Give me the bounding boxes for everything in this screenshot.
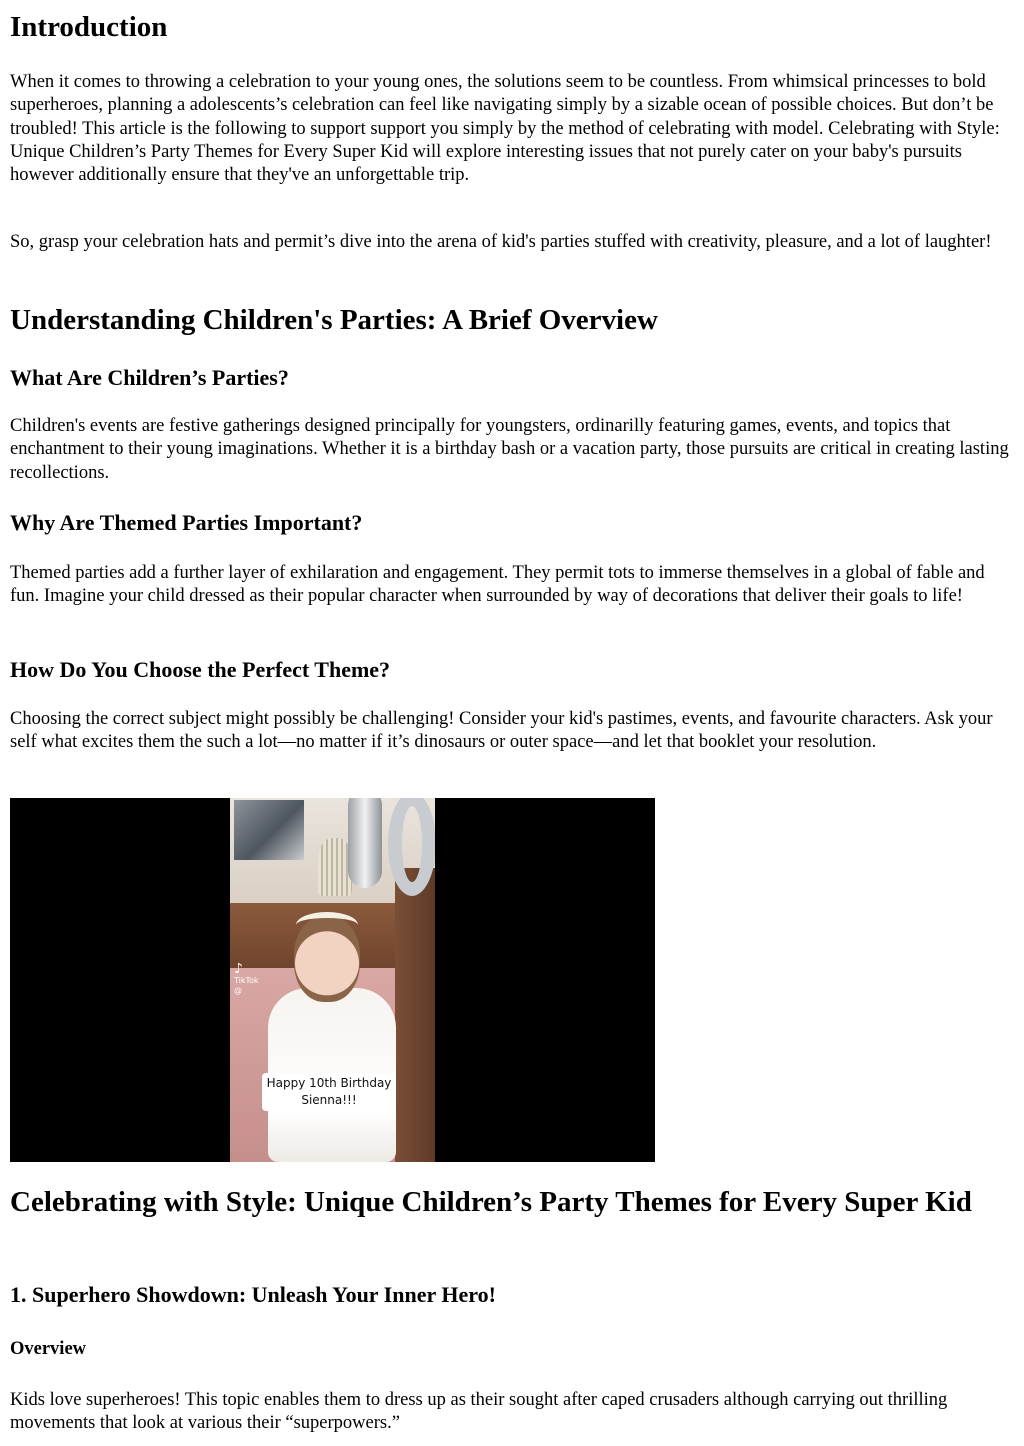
balloon-zero [388,798,435,896]
intro-heading: Introduction [10,11,168,43]
pearl-headband [296,912,358,938]
intro-paragraph-1: When it comes to throwing a celebration to your young ones, the solutions seem to be countless. From whimsical princesses to bold superheroes, planning a adolescents’s celebration can feel like navigating simply by a sizable ocean of possible choices. But don’t be troubled! This article is the following to support support you simply by the method of celebrating with model. Celebrating with Style: Unique Children’s Party Themes for Every Super Kid will explore interesting issues that not purely cater on your baby's pursuits however additionally ensure that they've an unforgettable trip. [10,72,1000,186]
rattan-lamp [318,838,352,896]
caption-line-1: Happy 10th Birthday [266,1076,392,1090]
tiktok-logo-icon: ♪ [234,961,243,977]
why-themed-heading: Why Are Themed Parties Important? [10,510,363,535]
embedded-video[interactable] [10,798,655,1162]
superhero-overview-text: Kids love superheroes! This topic enables them to dress up as their sought after caped crusaders although carrying out thrilling movements that look at various their “superpowers.” [10,1390,948,1434]
balloon-one [348,798,382,888]
what-are-parties-text: Children's events are festive gatherings designed principally for youngsters, ordinarilly featuring games, events, and topics that enchantment to their young imaginations. Whether it is a birthday bash or a vacation party, those pursuits are critical in creating lasting recollections. [10,416,1009,483]
choose-theme-heading: How Do You Choose the Perfect Theme? [10,657,391,682]
caption-line-2: Sienna!!! [301,1093,357,1107]
video-caption [262,1073,396,1111]
celebrating-heading: Celebrating with Style: Unique Children’s Party Themes for Every Super Kid [10,1186,972,1218]
intro-paragraph-2: So, grasp your celebration hats and permit’s dive into the arena of kid's parties stuffed with creativity, pleasure, and a lot of laughter! [10,232,992,252]
choose-theme-text: Choosing the correct subject might possibly be challenging! Consider your kid's pastimes, events, and favourite characters. Ask your self what excites them the such a lot—no matter if it’s dinosaurs or outer space—and let that booklet your resolution. [10,709,993,753]
tiktok-handle: @ [234,986,242,995]
tiktok-watermark [234,962,259,996]
wall-painting [234,800,304,860]
superhero-heading: 1. Superhero Showdown: Unleash Your Inner Hero! [10,1282,496,1307]
wooden-door [395,868,435,1162]
understanding-heading: Understanding Children's Parties: A Brief Overview [10,304,658,336]
overview-heading: Overview [10,1339,87,1359]
video-frame [230,798,435,1162]
tiktok-brand: TikTok [234,976,259,985]
what-are-parties-heading: What Are Children’s Parties? [10,365,289,390]
why-themed-text: Themed parties add a further layer of exhilaration and engagement. They permit tots to immerse themselves in a global of fable and fun. Imagine your child dressed as their popular character when surrounded by way of decorations that deliver their goals to life! [10,563,985,607]
